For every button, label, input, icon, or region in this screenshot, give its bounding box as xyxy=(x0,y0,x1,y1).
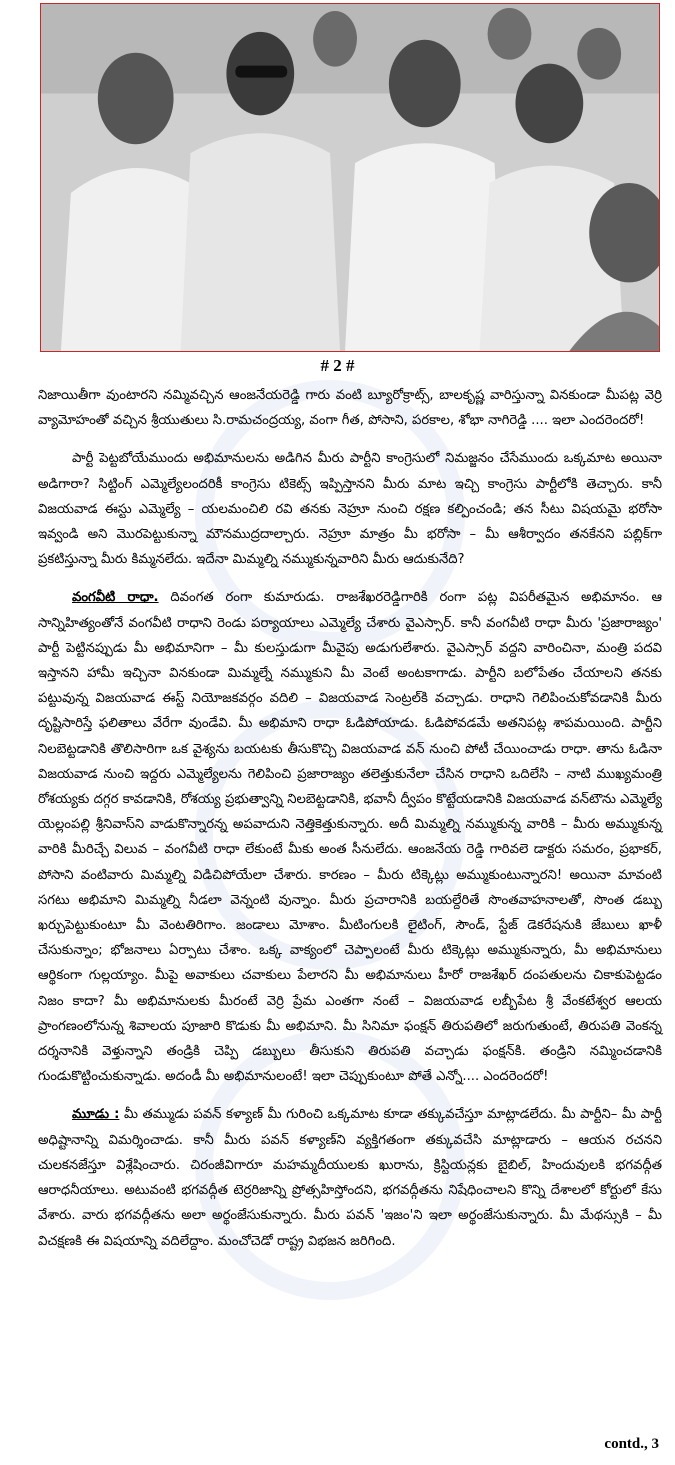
paragraph-1: నిజాయితీగా వుంటారని నమ్మివచ్చిన ఆంజనేయరెడ్డి గారు వంటి బ్యూరోక్రాట్స్, బాలకృష్ణ వారిస్తున్నా వినకుండా మీపట్ల వెర్రి వ్యామోహంతో వచ్చిన శ్రీయుతులు సి.రామచంద్రయ్య, వంగా గీత, పోసాని, పరకాల, శోభా నాగిరెడ్డి .... ఇలా ఎందరెందరో! xyxy=(38,388,662,429)
article-body xyxy=(38,383,662,1267)
photo-of-politicians-icon xyxy=(41,4,659,351)
paragraph-4-lead: మూడు : xyxy=(72,1107,120,1123)
paragraph-3 xyxy=(38,585,662,1089)
paragraph-3-text: దివంగత రంగా కుమారుడు. రాజశేఖరరెడ్డిగారికి రంగా పట్ల విపరీతమైన అభిమానం. ఆ సాన్నిహిత్యంతోనే వంగవీటి రాధాని రెండు పర్యాయాలు ఎమ్మెల్యే చేశారు వైఎస్సార్. కానీ వంగవీటి రాధా మీరు 'ప్రజారాజ్యం' పార్టీ పెట్టినప్పుడు మీ అభిమానిగా – మీ కులస్తుడుగా మీవైపు అడుగులేశారు. వైఎస్సార్ వద్దని వారించినా, మంత్రి పదవి ఇస్తానని హామీ ఇచ్చినా వినకుండా మిమ్మల్నే నమ్ముకుని మీ వెంటే అంటకాగాడు. పార్టీని బలోపేతం చేయాలని తనకు పట్టువున్న విజయవాడ ఈస్ట్ నియోజకవర్గం వదిలి – విజయవాడ సెంట్రల్‌కి వచ్చాడు. రాధాని గెలిపించుకోవడానికి మీరు దృష్టిసారిస్తే ఫలితాలు వేరేగా వుండేవి. మీ అభిమాని రాధా ఓడిపోయాడు. ఓడిపోవడమే అతనిపట్ల శాపమయింది. పార్టీని నిలబెట్టడానికి తొలిసారిగా ఒక వైశ్యను బయటకు తీసుకొచ్చి విజయవాడ వన్ నుంచి పోటీ చేయించాడు రాధా. తాను ఓడినా విజయవాడ నుంచి ఇద్దరు ఎమ్మెల్యేలను గెలిపించి ప్రజారాజ్యం తలెత్తుకునేలా చేసిన రాధాని ఒదిలేసి – నాటి ముఖ్యమంత్రి రోశయ్యకు దగ్గర కావడానికి, రోశయ్య ప్రభుత్వాన్ని నిలబెట్టడానికి, భవానీ ద్వీపం కొట్టేయడానికి విజయవాడ వన్‌టౌను ఎమ్మెల్యే యెల్లంపల్లి శ్రీనివాస్‌ని వాడుకొన్నారన్న అపవాదుని నెత్తికెత్తుకున్నారు. అదీ మిమ్మల్ని నమ్ముకున్న వారికి – మీరు అమ్ముకున్న వారికి మీరిచ్చే విలువ – వంగవీటి రాధా లేకుంటే మీకు అంత సీనులేదు. ఆంజనేయ రెడ్డి గారివలె డాక్టరు సమరం, ప్రభాకర్, పోసాని వంటివారు మిమ్మల్ని విడిచిపోయేలా చేశారు. కారణం – మీరు టిక్కెట్లు అమ్ముకుంటున్నారని! అయినా మావంటి సగటు అభిమాని మిమ్మల్ని నీడలా వెన్నంటి వున్నాం. మీరు ప్రచారానికి బయల్దేరితే సొంతవాహనాలతో, సొంత డబ్బు ఖర్చుపెట్టుకుంటూ మీ వెంటతిరిగాం. జండాలు మోశాం. మీటింగులకి లైటింగ్, సౌండ్, స్టేజ్ డెకరేషనుకి జేబులు ఖాళీ చేసుకున్నాం; భోజనాలు ఏర్పాటు చేశాం. ఒక్క వాక్యంలో చెప్పాలంటే మీరు టిక్కెట్లు అమ్ముకున్నారు, మీ అభిమానులు ఆర్థికంగా గుల్లయ్యాం. మీపై అవాకులు చవాకులు పేలారని మీ అభిమానులు హీరో రాజశేఖర్ దంపతులను చికాకుపెట్టడం నిజం కాదా? మీ అభిమానులకు మీరంటే వెర్రి ప్రేమ ఎంతగా నంటే – విజయవాడ లబ్బీపేట శ్రీ వేంకటేశ్వర ఆలయ ప్రాంగణంలోనున్న శివాలయ పూజారి కొడుకు మీ అభిమాని. మీ సినిమా ఫంక్షన్ తిరుపతిలో జరుగుతుంటే, తిరుపతి వెంకన్న దర్శనానికి వెళ్తున్నాని తండ్రికి చెప్పి డబ్బులు తీసుకుని తిరుపతి వచ్చాడు ఫంక్షన్‌కి. తండ్రిని నమ్మించడానికి గుండుకొట్టించుకున్నాడు. అదండీ మీ అభిమానులంటే! ఇలా చెప్పుకుంటూ పోతే ఎన్నో.... ఎందరెందరో! xyxy=(38,590,662,1085)
continued-label: contd., 3 xyxy=(604,1436,659,1452)
paragraph-4 xyxy=(38,1102,662,1253)
page-number: # 2 # xyxy=(320,356,355,375)
paragraph-3-lead: వంగవీటి రాధా. xyxy=(72,590,159,606)
news-photo xyxy=(40,3,660,352)
paragraph-4-text: మీ తమ్ముడు పవన్ కళ్యాణ్ మీ గురించి ఒక్కమాట కూడా తక్కువచేస్తూ మాట్లాడలేదు. మీ పార్టీని– మీ పార్టీ అధిష్టానాన్ని విమర్శించాడు. కానీ మీరు పవన్ కళ్యాణ్‌ని వ్యక్తిగతంగా తక్కువచేసి మాట్లాడారు – ఆయన రచనని చులకనజేస్తూ విశ్లేషించారు. చిరంజీవిగారూ మహమ్మదీయులకు ఖురాను, క్రిస్టియన్లకు బైబిల్, హిందువులకి భగవద్గీత ఆరాధనీయాలు. అటువంటి భగవద్గీత టెర్రరిజాన్ని ప్రోత్సహిస్తోందని, భగవద్గీతను నిషేధించాలని కొన్ని దేశాలలో కోర్టులో కేసు వేశారు. వారు భగవద్గీతను అలా అర్థంజేసుకున్నారు. మీరు పవన్ 'ఇజం'ని ఇలా అర్థంజేసుకున్నారు. మీ మేథస్సుకి – మీ విచక్షణకి ఈ విషయాన్ని వదిలేద్దాం. మంచోచెడో రాష్ట్ర విభజన జరిగింది. xyxy=(38,1107,662,1249)
paragraph-2: పార్టీ పెట్టబోయేముందు అభిమానులను అడిగిన మీరు పార్టీని కాంగ్రెసులో నిమజ్జనం చేసేముందు ఒక్కమాట అయినా అడిగారా? సిట్టింగ్ ఎమ్మెల్యేలందరికీ కాంగ్రెసు టికెట్స్ ఇప్పిస్తానని మీరు మాట ఇచ్చి కాంగ్రెసు పార్టీలోకి తెచ్చారు. కానీ విజయవాడ ఈస్టు ఎమ్మెల్యే – యలమంచిలి రవి తనకు నెహ్రూ నుంచి రక్షణ కల్పించండి; తన సీటు విషయమై భరోసా ఇవ్వండి అని మొరపెట్టుకున్నా మౌనముద్రదాల్చారు. నెహ్రూ మాత్రం మీ భరోసా – మీ ఆశీర్వాదం తనకేనని పబ్లిక్‌గా ప్రకటిస్తున్నా మీరు కిమ్మనలేదు. ఇదేనా మిమ్మల్ని నమ్ముకున్నవారిని మీరు ఆదుకునేది? xyxy=(38,451,662,568)
